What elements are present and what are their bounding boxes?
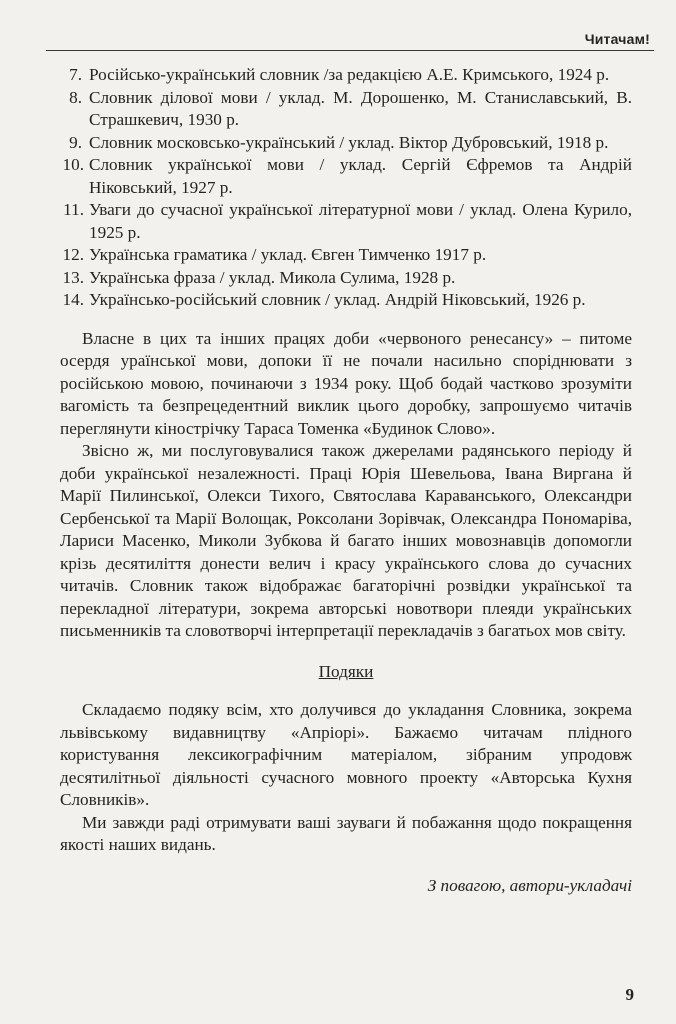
- list-item: [60, 132, 632, 155]
- list-item-text: Словник української мови / уклад. Сергій Єфремов та Андрій Ніковський, 1927 р.: [89, 155, 632, 197]
- list-item-text: Українська фраза / уклад. Микола Сулима, 1928 р.: [89, 267, 456, 287]
- body-paragraph: Складаємо подяку всім, хто долучився до укладання Словника, зокрема львівському видавництву «Апріорі». Бажаємо читачам плідного користування лексикографічним матеріалом, зібраним упродовж десятилітньої діяльності сучасного мовного проекту «Авторська Кухня Словників».: [60, 700, 632, 809]
- list-item: [60, 289, 632, 312]
- list-item-text: Українська граматика / уклад. Євген Тимченко 1917 р.: [89, 245, 487, 264]
- body-paragraph: Власне в цих та інших працях доби «червоного ренесансу» – питоме осердя урaїнської мови, допоки її не почали насильно споріднювати з російською мовою, починаючи з 1934 року. Щоб бодай частково зрозуміти вагомість та безпрецедентний виклик цього доробку, запрошуємо читачів переглянути кінострічку Тараса Томенка «Будинок Слово».: [60, 328, 632, 438]
- list-item-text: Українсько-російський словник / уклад. Андрій Ніковський, 1926 р.: [89, 290, 586, 309]
- list-item: [60, 154, 632, 199]
- signature: З повагою, автори-укладачі: [427, 875, 632, 895]
- list-item: [60, 199, 632, 244]
- list-item-number: 14.: [62, 290, 84, 309]
- sources-list: [60, 64, 632, 312]
- list-item-number: 11.: [63, 200, 84, 219]
- page-body: [60, 64, 632, 897]
- list-item: [60, 64, 632, 87]
- list-item-text: Словник ділової мови / уклад. М. Дорошенко, М. Станиславський, В. Страшкевич, 1930 р.: [89, 87, 632, 129]
- list-item: [60, 244, 632, 267]
- list-item-number: 13.: [62, 267, 84, 287]
- list-item-text: Уваги до сучасної української літературної мови / уклад. Олена Курило, 1925 р.: [89, 200, 632, 242]
- list-item-text: Словник московсько-український / уклад. Віктор Дубровський, 1918 р.: [89, 132, 609, 152]
- header-rule: [46, 50, 654, 51]
- list-item-number: 12.: [62, 245, 84, 264]
- list-item-number: 9.: [69, 132, 82, 152]
- list-item-text: Російсько-український словник /за редакцією А.Е. Кримського, 1924 р.: [89, 65, 610, 84]
- list-item: [60, 87, 632, 132]
- page-number: 9: [625, 985, 634, 1004]
- list-item: [60, 267, 632, 290]
- section-heading: Подяки: [318, 661, 374, 681]
- body-paragraph: Ми завжди раді отримувати ваші зауваги й побажання щодо покращення якості наших видань.: [60, 812, 632, 854]
- running-head: Читачам!: [584, 31, 650, 47]
- list-item-number: 10.: [62, 155, 84, 174]
- list-item-number: 8.: [69, 87, 82, 107]
- list-item-number: 7.: [69, 65, 82, 84]
- body-paragraph: Звісно ж, ми послуговувалися також джерелами радянського періоду й доби української незалежності. Праці Юрія Шевельова, Івана Виргана й Марії Пилинської, Олекси Тихого, Святослава Караванського, Олександри Сербенської та Марії Волощак, Роксолани Зорівчак, Олександра Пономаріва, Лариси Масенко, Миколи Зубкова й багато інших мовознавців допомогли крізь десятиліття донести велич і красу українського слова до сучасних читачів. Словник також відображає багаторічні розвідки української та перекладної літератури, зокрема авторські новотвори плеяди українських письменників та словотворчі інтерпретації перекладачів з багатьох мов світу.: [60, 441, 632, 640]
